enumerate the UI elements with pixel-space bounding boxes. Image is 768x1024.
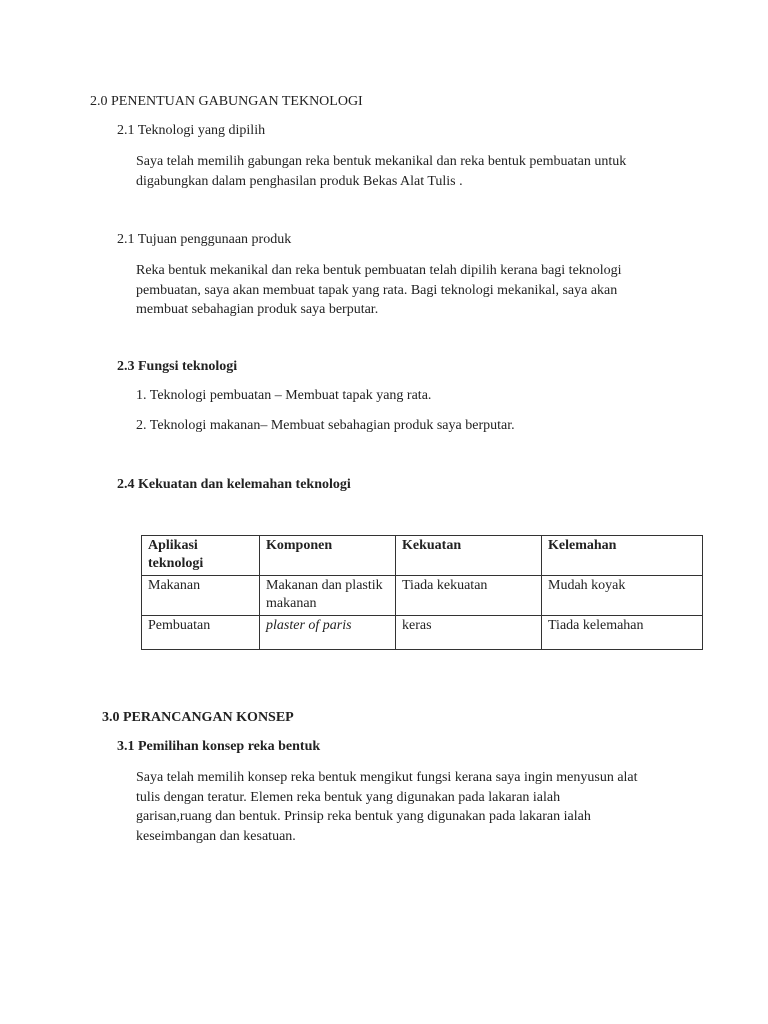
paragraph-line: pembuatan, saya akan membuat tapak yang rata. Bagi teknologi mekanikal, saya akan (136, 282, 618, 298)
list-item: 2. Teknologi makanan– Membuat sebahagian produk saya berputar. (136, 418, 515, 433)
subsection-2-3-heading: 2.3 Fungsi teknologi (117, 359, 238, 374)
table-header-cell: Kekuatan (396, 536, 542, 576)
table-row (142, 576, 703, 616)
subsection-3-1-heading: 3.1 Pemilihan konsep reka bentuk (117, 739, 321, 754)
subsection-2-1-paragraph (136, 152, 626, 191)
table-header-cell: Komponen (260, 536, 396, 576)
paragraph-line: garisan,ruang dan bentuk. Prinsip reka bentuk yang digunakan pada lakaran ialah (136, 809, 591, 824)
paragraph-line: digabungkan dalam penghasilan produk Bekas Alat Tulis . (136, 173, 463, 189)
table-header-row (142, 536, 703, 576)
subsection-2-4-heading: 2.4 Kekuatan dan kelemahan teknologi (117, 477, 351, 492)
paragraph-line: Reka bentuk mekanikal dan reka bentuk pembuatan telah dipilih kerana bagi teknologi (136, 263, 622, 278)
paragraph-line: Saya telah memilih gabungan reka bentuk mekanikal dan reka bentuk pembuatan untuk (136, 154, 627, 169)
table-row (142, 616, 703, 650)
subsection-2-2-heading: 2.1 Tujuan penggunaan produk (117, 232, 292, 247)
table-cell: keras (396, 616, 542, 650)
table-header-cell: Aplikasi teknologi (142, 536, 260, 576)
paragraph-line: membuat sebahagian produk saya berputar. (136, 302, 379, 317)
table-cell: Tiada kelemahan (542, 616, 703, 650)
list-item: 1. Teknologi pembuatan – Membuat tapak yang rata. (136, 388, 432, 403)
table-cell: plaster of paris (260, 616, 396, 650)
table-cell: Makanan dan plastik makanan (260, 576, 396, 616)
table-cell: Tiada kekuatan (396, 576, 542, 616)
section-2-heading: 2.0 PENENTUAN GABUNGAN TEKNOLOGI (90, 94, 363, 109)
paragraph-line: Saya telah memilih konsep reka bentuk mengikut fungsi kerana saya ingin menyusun alat (136, 770, 638, 785)
subsection-2-1-heading: 2.1 Teknologi yang dipilih (117, 123, 266, 138)
strengths-weaknesses-table (141, 535, 703, 650)
paragraph-line: tulis dengan teratur. Elemen reka bentuk yang digunakan pada lakaran ialah (136, 789, 561, 805)
table-cell: Pembuatan (142, 616, 260, 650)
section-3-heading: 3.0 PERANCANGAN KONSEP (102, 710, 294, 725)
table-header-cell: Kelemahan (542, 536, 703, 576)
table-cell: Makanan (142, 576, 260, 616)
table-cell: Mudah koyak (542, 576, 703, 616)
paragraph-line: keseimbangan dan kesatuan. (136, 828, 296, 844)
subsection-3-1-paragraph (136, 768, 638, 846)
subsection-2-2-paragraph (136, 261, 622, 320)
